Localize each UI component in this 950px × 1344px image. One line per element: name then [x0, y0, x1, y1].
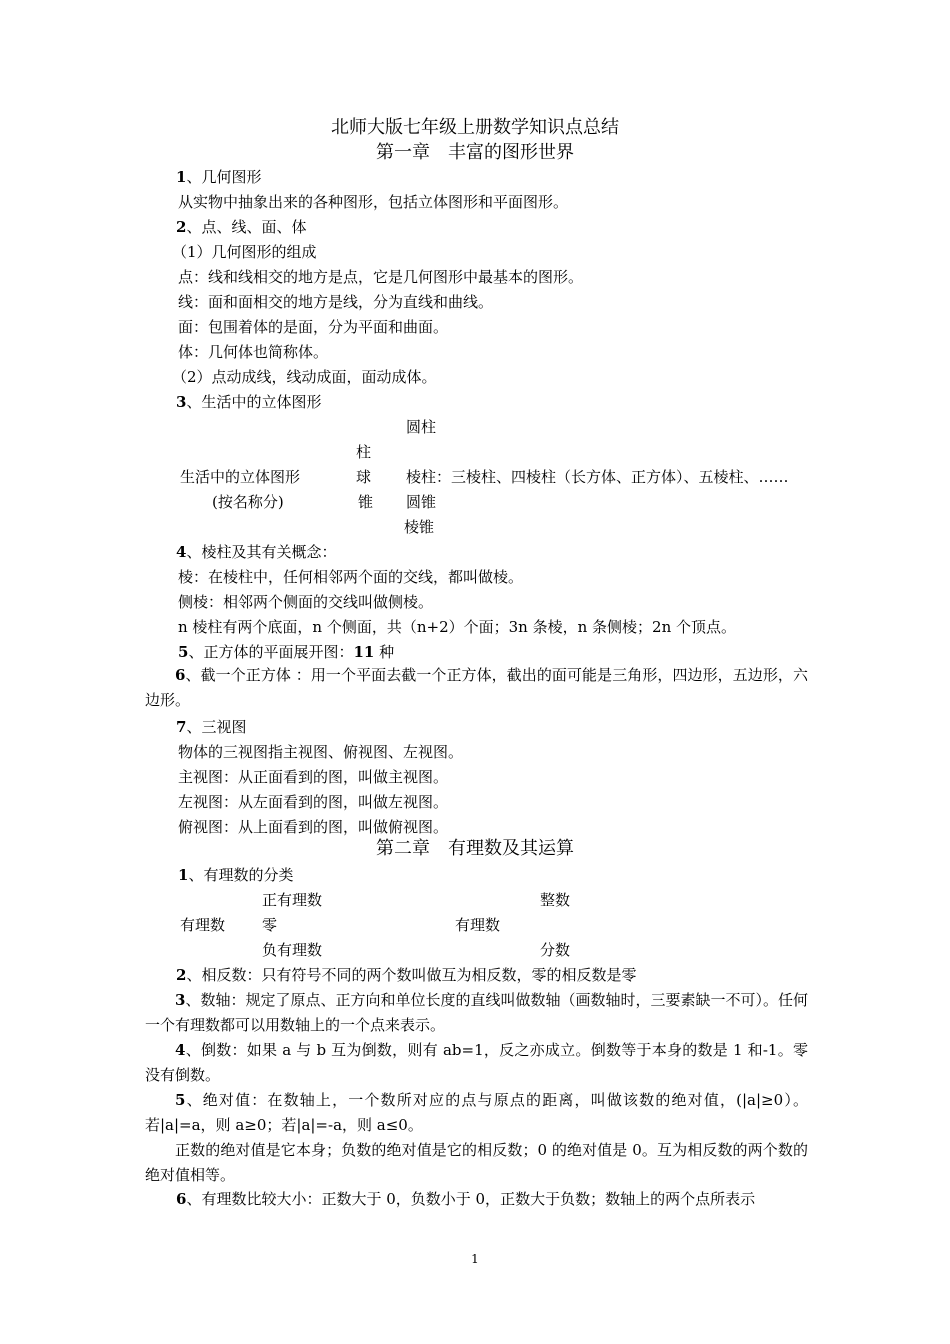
ch1-section1-text: 从实物中抽象出来的各种图形，包括立体图形和平面图形。 [178, 193, 569, 211]
section-title: 、几何图形 [186, 168, 262, 186]
section-title: 、正方体的平面展开图： [188, 643, 354, 661]
ch2-section5 [145, 1088, 808, 1138]
chapter2-heading: 第二章 有理数及其运算 [376, 838, 574, 859]
section-text: 、绝对值：在数轴上，一个数所对应的点与原点的距离，叫做该数的绝对值，(|a|≥0）。若|a|=a，则 a≥0；若|a|=-a，则 a≤0。 [145, 1091, 808, 1134]
ch1-s4-edge: 棱：在棱柱中，任何相邻两个面的交线，都叫做棱。 [178, 568, 524, 586]
section-number: 4 [175, 1041, 186, 1059]
tree-root-note: (按名称分) [212, 493, 284, 511]
ch1-section6 [145, 663, 808, 713]
ch1-s7-intro: 物体的三视图指主视图、俯视图、左视图。 [178, 743, 464, 761]
ch1-s7-left: 左视图：从左面看到的图，叫做左视图。 [178, 793, 449, 811]
ch1-section5 [178, 641, 394, 663]
document-title: 北师大版七年级上册数学知识点总结 [331, 117, 619, 138]
ch1-s7-top: 俯视图：从上面看到的图，叫做俯视图。 [178, 818, 449, 836]
ch1-s2-line: 线：面和面相交的地方是线，分为直线和曲线。 [178, 293, 494, 311]
section-number: 4 [176, 543, 187, 561]
section-number: 3 [176, 393, 187, 411]
ch2-section3 [145, 988, 808, 1038]
section-number: 5 [175, 1091, 186, 1109]
section-number: 6 [176, 1190, 187, 1208]
section-number: 2 [176, 966, 187, 984]
ch1-s4-side: 侧棱：相邻两个侧面的交线叫做侧棱。 [178, 593, 434, 611]
tree-root-sign: 有理数 [180, 916, 226, 934]
tree-negative-rational: 负有理数 [262, 941, 323, 959]
section-number: 7 [176, 718, 187, 736]
section-text: 、数轴：规定了原点、正方向和单位长度的直线叫做数轴（画数轴时，三要素缺一不可）。任何一个有理数都可以用数轴上的一个点来表示。 [145, 991, 808, 1034]
tree-root: 生活中的立体图形 [180, 468, 301, 486]
section-number: 6 [175, 666, 186, 684]
ch2-section1-heading [178, 864, 293, 886]
section-title: 、棱柱及其有关概念： [186, 543, 337, 561]
section-text: 、有理数比较大小：正数大于 0，负数小于 0，正数大于负数；数轴上的两个点所表示 [186, 1190, 756, 1208]
ch2-section5-extra: 正数的绝对值是它本身；负数的绝对值是它的相反数；0 的绝对值是 0。互为相反数的两个数的绝对值相等。 [145, 1141, 808, 1184]
page-number: 1 [471, 1252, 479, 1266]
tree-fraction: 分数 [540, 941, 571, 959]
tree-leaf-cylinder: 圆柱 [406, 418, 437, 436]
net-count: 11 [353, 643, 375, 661]
section-text: 、倒数：如果 a 与 b 互为倒数，则有 ab=1，反之亦成立。倒数等于本身的数是 1 和-1。零没有倒数。 [145, 1041, 808, 1084]
ch1-s2-face: 面：包围着体的是面，分为平面和曲面。 [178, 318, 449, 336]
ch1-section2-heading [176, 216, 306, 238]
section-text: 、相反数：只有符号不同的两个数叫做互为相反数，零的相反数是零 [186, 966, 637, 984]
tree-zero: 零 [262, 916, 278, 934]
tree-leaf-pyramid: 棱锥 [404, 518, 435, 536]
tree-positive-rational: 正有理数 [262, 891, 323, 909]
ch1-s2-body: 体：几何体也简称体。 [178, 343, 329, 361]
ch2-section4 [145, 1038, 808, 1088]
section-title: 、点、线、面、体 [186, 218, 307, 236]
ch1-s4-count: n 棱柱有两个底面，n 个侧面，共（n+2）个面；3n 条棱，n 条侧棱；2n 个顶点。 [178, 618, 737, 636]
section-number: 2 [176, 218, 187, 236]
chapter1-heading: 第一章 丰富的图形世界 [376, 142, 574, 163]
ch1-section3-heading [176, 391, 321, 413]
ch2-section6 [176, 1188, 755, 1210]
ch2-section2 [176, 964, 636, 986]
section-text: 、截一个正方体 ：用一个平面去截一个正方体，截出的面可能是三角形，四边形，五边形，六边形。 [145, 666, 808, 709]
ch1-section4-heading [176, 541, 336, 563]
net-unit: 种 [374, 643, 395, 661]
ch1-s2-sub2: （2）点动成线，线动成面，面动成体。 [172, 368, 437, 386]
section-number: 1 [176, 168, 187, 186]
section-title: 、生活中的立体图形 [186, 393, 322, 411]
section-title: 、有理数的分类 [188, 866, 294, 884]
tree-integer: 整数 [540, 891, 571, 909]
ch1-s7-front: 主视图：从正面看到的图，叫做主视图。 [178, 768, 449, 786]
ch1-section1-heading [176, 166, 261, 188]
section-number: 3 [175, 991, 186, 1009]
tree-branch-cone: 锥 [358, 493, 374, 511]
tree-root-type: 有理数 [455, 916, 501, 934]
section-title: 、三视图 [186, 718, 247, 736]
section-number: 1 [178, 866, 189, 884]
tree-branch-sphere: 球 [356, 468, 372, 486]
section-number: 5 [178, 643, 189, 661]
ch1-section7-heading [176, 716, 246, 738]
ch1-s2-point: 点：线和线相交的地方是点，它是几何图形中最基本的图形。 [178, 268, 584, 286]
tree-leaf-prisms: 棱柱：三棱柱、四棱柱（长方体、正方体）、五棱柱、…… [406, 468, 789, 486]
tree-branch-prism: 柱 [356, 443, 372, 461]
tree-leaf-cone: 圆锥 [406, 493, 437, 511]
ch1-s2-sub1: （1）几何图形的组成 [172, 243, 317, 261]
